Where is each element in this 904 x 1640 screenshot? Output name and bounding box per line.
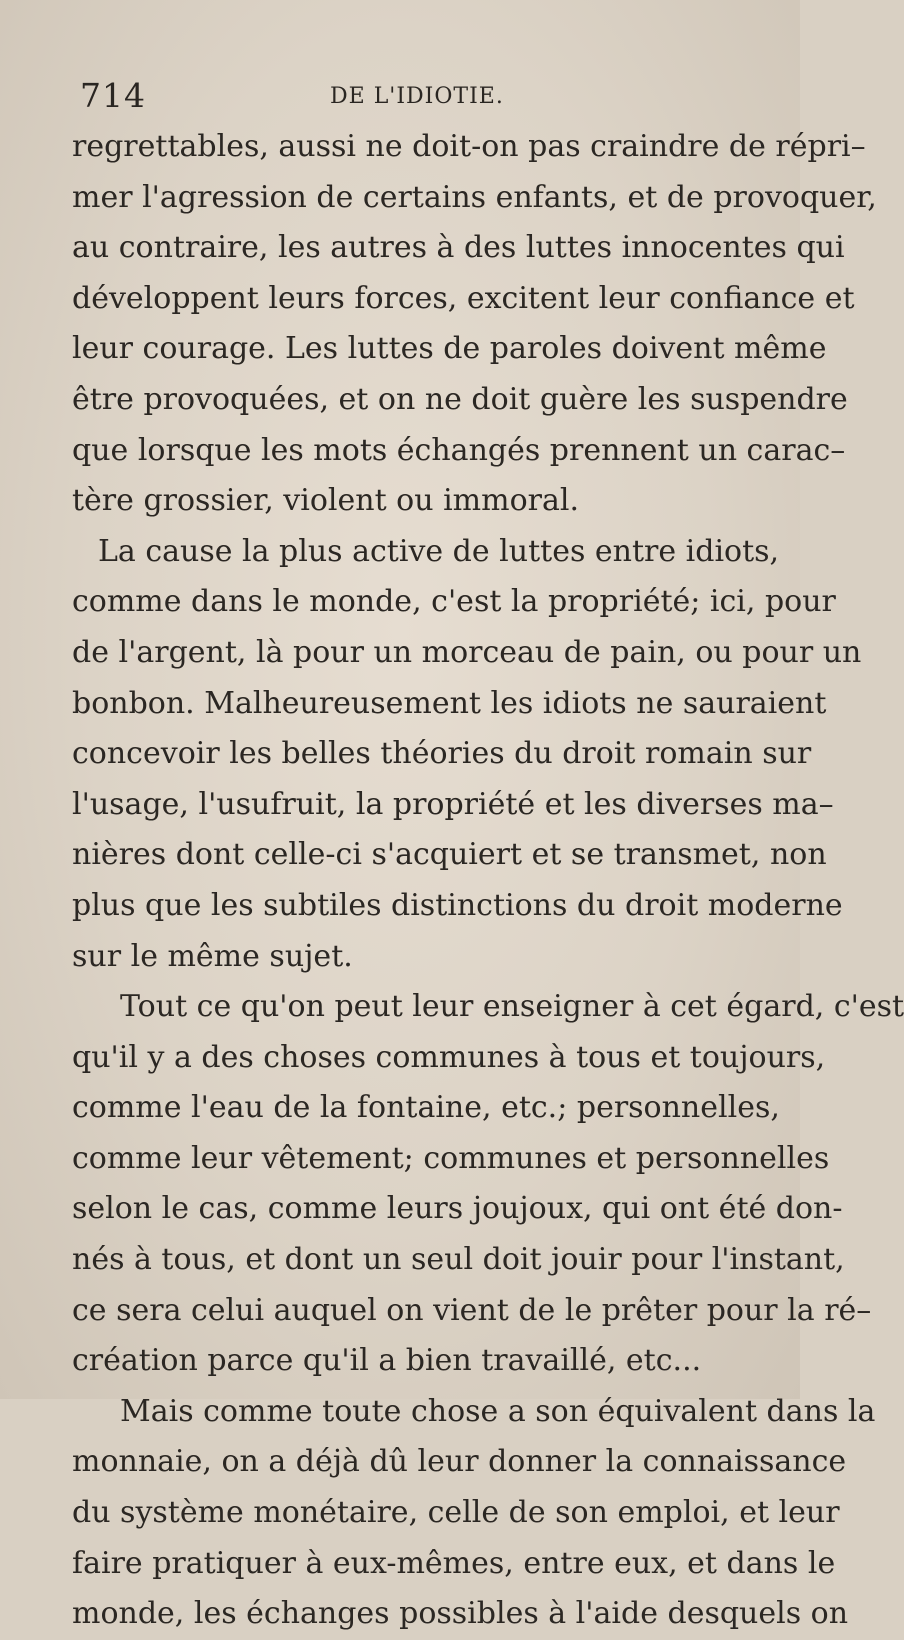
text-line: l'usage, l'usufruit, la propriété et les diverses ma– xyxy=(72,786,834,822)
text-line: tère grossier, violent ou immoral. xyxy=(72,483,579,519)
text-line: selon le cas, comme leurs joujoux, qui ont été don- xyxy=(72,1191,843,1227)
text-line: au contraire, les autres à des luttes innocentes qui xyxy=(72,230,845,266)
text-line: monde, les échanges possibles à l'aide desquels on xyxy=(72,1596,849,1632)
text-line: sur le même sujet. xyxy=(72,938,353,974)
text-line: concevoir les belles théories du droit romain sur xyxy=(72,736,812,772)
text-line: développent leurs forces, excitent leur confiance et xyxy=(72,280,855,316)
text-line: création parce qu'il a bien travaillé, etc... xyxy=(72,1343,702,1379)
text-line: monnaie, on a déjà dû leur donner la connaissance xyxy=(72,1444,847,1480)
paragraph-start-line: La cause la plus active de luttes entre idiots, xyxy=(98,533,780,569)
text-line: du système monétaire, celle de son emploi, et leur xyxy=(72,1495,840,1531)
text-line: qu'il y a des choses communes à tous et toujours, xyxy=(72,1039,826,1075)
paragraph-start-line: Mais comme toute chose a son équivalent dans la xyxy=(120,1393,876,1429)
text-line: faire pratiquer à eux-mêmes, entre eux, et dans le xyxy=(72,1545,836,1581)
running-title: DE L'IDIOTIE. xyxy=(330,84,504,109)
text-line: regrettables, aussi ne doit-on pas craindre de répri– xyxy=(72,129,866,164)
text-line: bonbon. Malheureusement les idiots ne sauraient xyxy=(72,685,827,721)
text-line: comme leur vêtement; communes et personnelles xyxy=(72,1140,830,1176)
text-line: comme l'eau de la fontaine, etc.; personnelles, xyxy=(72,1090,780,1126)
text-line: nières dont celle-ci s'acquiert et se transmet, non xyxy=(72,837,827,873)
text-line: comme dans le monde, c'est la propriété; ici, pour xyxy=(72,584,836,620)
text-line: mer l'agression de certains enfants, et de provoquer, xyxy=(72,179,877,215)
page-number: 714 xyxy=(80,76,146,115)
text-line: plus que les subtiles distinctions du droit moderne xyxy=(72,887,843,923)
text-line: être provoquées, et on ne doit guère les suspendre xyxy=(72,381,848,417)
text-line: ce sera celui auquel on vient de le prêter pour la ré– xyxy=(72,1292,872,1328)
text-line: de l'argent, là pour un morceau de pain, ou pour un xyxy=(72,634,862,670)
body-text xyxy=(72,122,904,1640)
text-line: nés à tous, et dont un seul doit jouir pour l'instant, xyxy=(72,1242,845,1278)
paragraph-start-line: Tout ce qu'on peut leur enseigner à cet égard, c'est xyxy=(120,989,904,1025)
text-line: que lorsque les mots échangés prennent un carac– xyxy=(72,432,846,468)
text-line: leur courage. Les luttes de paroles doivent même xyxy=(72,331,827,367)
